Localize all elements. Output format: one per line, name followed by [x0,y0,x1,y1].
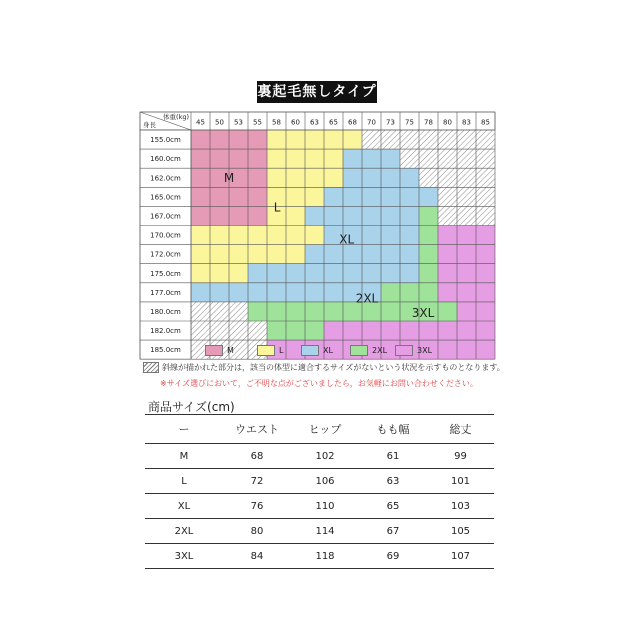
header-thigh: もも幅 [359,415,427,444]
size-cell-xl [305,283,324,302]
legend-label-3xl: 3XL [417,346,433,355]
size-cell-3xl [476,283,495,302]
size-cell-l [305,168,324,187]
hatched-cell [457,168,476,187]
size-cell-3xl [438,321,457,340]
size-cell-xl [248,264,267,283]
hatched-cell [457,130,476,149]
size-cell-3xl [438,264,457,283]
size-cell-2xl [286,321,305,340]
size-cell-l [286,149,305,168]
size-cell-xl [343,245,362,264]
legend-item-xl [301,345,333,357]
table-cell: 99 [427,444,494,469]
size-cell-m [229,149,248,168]
size-cell-xl [362,206,381,225]
size-cell-l [267,130,286,149]
hatched-cell [229,321,248,340]
size-cell-xl [381,264,400,283]
hatched-cell [438,187,457,206]
height-tick-label: 180.0cm [150,307,181,316]
table-cell: M [145,444,223,469]
table-cell: 114 [291,519,359,544]
table-cell: 3XL [145,544,223,569]
legend-swatch-xl [301,345,319,356]
size-cell-3xl [362,321,381,340]
size-cell-l [191,245,210,264]
hatched-cell [438,168,457,187]
size-cell-l [210,245,229,264]
size-cell-l [305,130,324,149]
size-cell-xl [343,264,362,283]
size-cell-xl [381,168,400,187]
legend-label-l: L [279,346,284,355]
height-tick-label: 177.0cm [150,288,181,297]
size-cell-xl [305,206,324,225]
table-cell: 68 [223,444,291,469]
weight-tick-label: 68 [348,118,357,127]
size-cell-l [210,226,229,245]
hatched-cell [248,321,267,340]
weight-tick-label: 85 [481,118,490,127]
legend-item-m [205,345,234,357]
header-hip: ヒップ [291,415,359,444]
header-size: ー [145,415,223,444]
table-cell: 102 [291,444,359,469]
table-cell: 107 [427,544,494,569]
height-tick-label: 155.0cm [150,136,181,145]
header-length: 総丈 [427,415,494,444]
table-cell: 106 [291,469,359,494]
size-cell-xl [210,283,229,302]
table-cell: XL [145,494,223,519]
weight-tick-label: 83 [462,118,471,127]
size-cell-l [191,264,210,283]
size-cell-l [267,168,286,187]
size-cell-xl [324,245,343,264]
size-table-header-row [145,415,494,444]
weight-tick-label: 65 [329,118,338,127]
legend-label-xl: XL [323,346,333,355]
size-cell-xl [381,226,400,245]
size-cell-xl [381,149,400,168]
size-cell-m [210,187,229,206]
weight-tick-label: 73 [386,118,395,127]
size-cell-xl [400,187,419,206]
hatched-cell [400,130,419,149]
size-cell-xl [400,264,419,283]
hatch-swatch [143,362,159,373]
hatched-cell [229,302,248,321]
table-cell: L [145,469,223,494]
weight-tick-label: 80 [443,118,452,127]
hatched-cell [362,130,381,149]
size-cell-xl [381,206,400,225]
weight-tick-label: 55 [253,118,262,127]
table-cell: 80 [223,519,291,544]
size-cell-m [191,149,210,168]
hatch-note-text: 斜線が描かれた部分は，該当の体型に適合するサイズがないという状況を示すものとなります。 [162,363,505,372]
size-cell-xl [343,168,362,187]
size-cell-xl [362,226,381,245]
size-cell-2xl [381,302,400,321]
size-cell-l [210,264,229,283]
size-cell-3xl [457,340,476,359]
size-cell-2xl [419,264,438,283]
size-cell-m [248,168,267,187]
size-cell-2xl [324,302,343,321]
size-cell-2xl [286,302,305,321]
size-cell-2xl [419,245,438,264]
size-cell-xl [343,206,362,225]
size-cell-l [324,130,343,149]
size-cell-xl [229,283,248,302]
hatched-cell [438,206,457,225]
table-row [145,544,494,569]
size-cell-l [343,130,362,149]
size-cell-3xl [400,321,419,340]
size-cell-l [305,149,324,168]
legend-label-m: M [227,346,234,355]
size-cell-l [305,226,324,245]
legend-swatch-2xl [350,345,368,356]
size-cell-m [248,187,267,206]
size-cell-3xl [457,245,476,264]
size-table [145,414,494,569]
table-cell: 101 [427,469,494,494]
size-cell-3xl [476,302,495,321]
size-cell-3xl [476,340,495,359]
size-cell-xl [324,206,343,225]
hatched-cell [210,321,229,340]
hatched-cell [381,130,400,149]
height-tick-label: 170.0cm [150,231,181,240]
size-cell-3xl [457,283,476,302]
hatched-cell [419,149,438,168]
table-cell: 65 [359,494,427,519]
legend-swatch-m [205,345,223,356]
size-cell-3xl [476,264,495,283]
size-cell-2xl [305,302,324,321]
hatched-cell [419,168,438,187]
table-cell: 69 [359,544,427,569]
contact-note: ※サイズ選びにおいて，ご不明な点がございましたら，お気軽にお問い合わせください。 [160,379,478,388]
size-cell-xl [343,149,362,168]
table-cell: 84 [223,544,291,569]
size-cell-xl [286,283,305,302]
size-cell-2xl [267,302,286,321]
size-cell-xl [362,149,381,168]
height-tick-label: 160.0cm [150,155,181,164]
weight-tick-label: 60 [291,118,300,127]
hatched-cell [476,206,495,225]
hatched-cell [457,187,476,206]
table-cell: 105 [427,519,494,544]
size-cell-m [191,130,210,149]
table-row [145,469,494,494]
size-cell-m [191,187,210,206]
height-tick-label: 167.0cm [150,212,181,221]
size-cell-xl [381,187,400,206]
size-cell-xl [248,283,267,302]
hatched-cell [476,187,495,206]
size-cell-m [229,187,248,206]
legend-item-l [257,345,283,357]
size-cell-xl [191,283,210,302]
size-cell-m [191,168,210,187]
size-cell-2xl [419,206,438,225]
size-cell-m [210,130,229,149]
size-table-heading: 商品サイズ(cm) [148,400,235,414]
size-cell-l [229,245,248,264]
size-cell-xl [267,283,286,302]
size-cell-2xl [438,302,457,321]
height-tick-label: 182.0cm [150,327,181,336]
size-cell-xl [362,187,381,206]
size-cell-xl [362,264,381,283]
size-cell-l [286,130,305,149]
size-cell-3xl [476,226,495,245]
weight-tick-label: 50 [215,118,224,127]
size-cell-xl [400,245,419,264]
size-cell-m [210,149,229,168]
hatched-cell [210,302,229,321]
table-cell: 118 [291,544,359,569]
legend-item-3xl [395,345,432,357]
hatched-cell [476,168,495,187]
size-cell-3xl [324,321,343,340]
size-cell-m [191,206,210,225]
size-cell-l [286,168,305,187]
legend-item-2xl [350,345,387,357]
size-cell-l [286,206,305,225]
corner-weight-label: 体重(kg) [163,113,189,121]
region-label-3xl: 3XL [411,306,435,321]
size-cell-l [286,245,305,264]
table-row [145,494,494,519]
weight-tick-label: 45 [196,118,205,127]
size-cell-l [229,264,248,283]
size-cell-3xl [457,226,476,245]
table-row [145,519,494,544]
size-cell-xl [400,206,419,225]
hatched-cell [438,149,457,168]
size-cell-xl [400,226,419,245]
region-label-2xl: 2XL [355,291,379,306]
size-cell-2xl [267,321,286,340]
size-cell-xl [381,245,400,264]
table-cell: 63 [359,469,427,494]
size-cell-3xl [438,340,457,359]
hatched-cell [438,130,457,149]
size-cell-xl [286,264,305,283]
table-row [145,444,494,469]
size-cell-l [248,226,267,245]
size-cell-l [286,226,305,245]
table-cell: 2XL [145,519,223,544]
size-cell-3xl [438,245,457,264]
size-cell-3xl [419,321,438,340]
table-cell: 67 [359,519,427,544]
height-tick-label: 185.0cm [150,346,181,355]
hatch-note [143,362,505,373]
weight-tick-label: 53 [234,118,243,127]
size-cell-l [324,168,343,187]
size-cell-3xl [381,321,400,340]
hatched-cell [191,302,210,321]
size-cell-m [248,149,267,168]
height-tick-label: 172.0cm [150,250,181,259]
region-label-xl: XL [339,232,355,247]
weight-tick-label: 70 [367,118,376,127]
size-cell-2xl [248,302,267,321]
size-cell-3xl [457,302,476,321]
size-cell-xl [324,264,343,283]
size-cell-l [229,226,248,245]
hatched-cell [400,149,419,168]
size-cell-xl [305,264,324,283]
size-cell-m [229,206,248,225]
legend-label-2xl: 2XL [372,346,388,355]
height-tick-label: 165.0cm [150,193,181,202]
size-cell-xl [267,264,286,283]
size-cell-l [267,245,286,264]
size-cell-l [305,187,324,206]
legend-swatch-l [257,345,275,356]
size-cell-2xl [419,283,438,302]
hatched-cell [191,321,210,340]
size-cell-3xl [438,283,457,302]
region-label-l: L [273,200,281,215]
corner-height-label: 身長 [143,121,156,129]
size-cell-m [248,206,267,225]
size-cell-3xl [476,321,495,340]
size-cell-2xl [381,283,400,302]
size-cell-3xl [457,321,476,340]
size-cell-m [229,130,248,149]
weight-tick-label: 63 [310,118,319,127]
weight-tick-label: 75 [405,118,414,127]
weight-tick-label: 78 [424,118,433,127]
size-cell-xl [419,187,438,206]
size-cell-2xl [305,321,324,340]
table-cell: 61 [359,444,427,469]
height-tick-label: 162.0cm [150,174,181,183]
size-cell-xl [343,187,362,206]
hatched-cell [476,149,495,168]
table-cell: 76 [223,494,291,519]
table-cell: 110 [291,494,359,519]
size-cell-3xl [476,245,495,264]
header-waist: ウエスト [223,415,291,444]
chart-title: 裏起毛無しタイプ [257,81,377,103]
size-cell-3xl [457,264,476,283]
size-cell-xl [362,245,381,264]
size-cell-l [267,149,286,168]
table-cell: 103 [427,494,494,519]
hatched-cell [419,130,438,149]
size-cell-l [191,226,210,245]
height-tick-label: 175.0cm [150,269,181,278]
size-cell-3xl [438,226,457,245]
size-cell-xl [305,245,324,264]
size-cell-xl [362,168,381,187]
size-cell-3xl [343,321,362,340]
hatched-cell [457,206,476,225]
size-cell-xl [400,168,419,187]
hatched-cell [476,130,495,149]
region-label-m: M [223,170,235,185]
size-cell-2xl [419,226,438,245]
weight-tick-label: 58 [272,118,281,127]
size-cell-l [248,245,267,264]
legend-swatch-3xl [395,345,413,356]
size-cell-xl [324,283,343,302]
size-cell-2xl [400,283,419,302]
size-cell-l [324,149,343,168]
size-cell-m [210,206,229,225]
size-cell-l [267,226,286,245]
size-cell-xl [324,187,343,206]
table-cell: 72 [223,469,291,494]
size-cell-m [248,130,267,149]
size-cell-l [286,187,305,206]
hatched-cell [457,149,476,168]
